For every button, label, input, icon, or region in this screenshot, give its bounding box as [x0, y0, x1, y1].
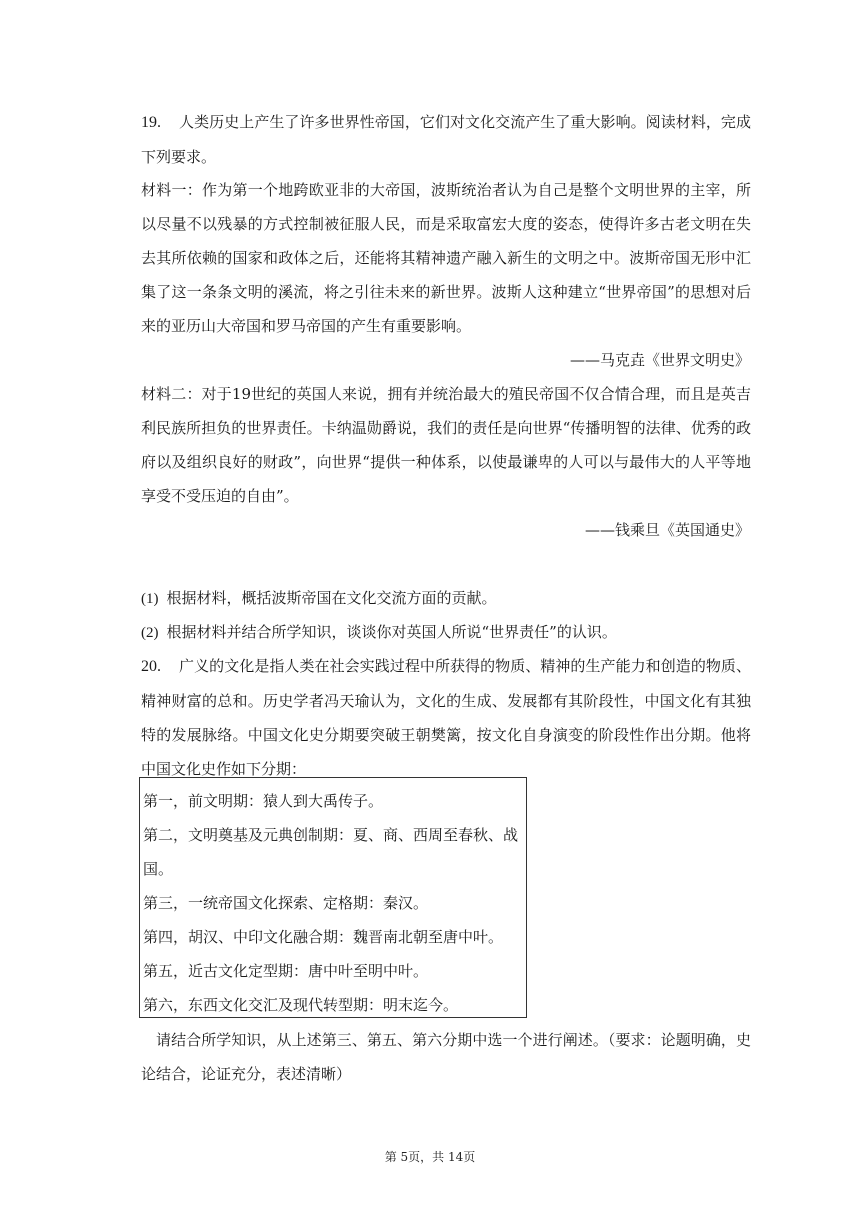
sub-question-2 [141, 615, 751, 650]
question-20-number: 20. [141, 658, 161, 675]
question-20-task: 请结合所学知识，从上述第三、第五、第六分期中选一个进行阐述。（要求：论题明确，史论结合，论证充分，表述清晰） [141, 1031, 751, 1083]
question-20-stem [141, 649, 751, 786]
period-item: 第一，前文明期：猿人到大禹传子。 [143, 792, 384, 810]
sub-question-1-text: 根据材料，概括波斯帝国在文化交流方面的贡献。 [166, 589, 497, 607]
periodization-box [139, 777, 527, 1018]
page-footer: 第 5页，共 14页 [384, 1150, 476, 1164]
material-2: 材料二：对于19世纪的英国人来说，拥有并统治最大的殖民帝国不仅合情合理，而且是英吉利民族所担负的世界责任。卡纳温勋爵说，我们的责任是向世界“传播明智的法律、优秀的政府以及组织良好的财政”，向世界“提供一种体系，以使最谦卑的人可以与最伟大的人平等地享受不受压迫的自由”。 [141, 385, 751, 505]
question-20-text: 广义的文化是指人类在社会实践过程中所获得的物质、精神的生产能力和创造的物质、精神财富的总和。历史学者冯天瑜认为，文化的生成、发展都有其阶段性，中国文化有其独特的发展脉络。中国文化史分期要突破王朝樊篱，按文化自身演变的阶段性作出分期。他将中国文化史作如下分期： [141, 657, 751, 778]
period-item: 第四，胡汉、中印文化融合期：魏晋南北朝至唐中叶。 [143, 928, 504, 946]
question-19-text: 人类历史上产生了许多世界性帝国，它们对文化交流产生了重大影响。阅读材料，完成下列要求。 [141, 113, 751, 166]
sub-question-1-mark: (1) [141, 591, 159, 607]
question-19-number: 19. [141, 114, 161, 131]
material-2-source: ——钱乘旦《英国通史》 [584, 521, 750, 539]
question-19-stem [141, 105, 751, 174]
period-item: 第五，近古文化定型期：唐中叶至明中叶。 [143, 962, 429, 980]
period-item: 第三，一统帝国文化探索、定格期：秦汉。 [143, 894, 429, 912]
period-item: 第六，东西文化交汇及现代转型期：明末迄今。 [143, 996, 459, 1014]
sub-question-2-mark: (2) [141, 625, 159, 641]
sub-question-2-text: 根据材料并结合所学知识，谈谈你对英国人所说“世界责任”的认识。 [166, 623, 617, 641]
sub-question-1 [141, 581, 751, 616]
period-item: 第二，文明奠基及元典创制期：夏、商、西周至春秋、战国。 [143, 826, 519, 878]
material-1: 材料一：作为第一个地跨欧亚非的大帝国，波斯统治者认为自己是整个文明世界的主宰，所以尽量不以残暴的方式控制被征服人民，而是采取富宏大度的姿态，使得许多古老文明在失去其所依赖的国家和政体之后，还能将其精神遗产融入新生的文明之中。波斯帝国无形中汇集了这一条条文明的溪流，将之引往未来的新世界。波斯人这种建立“世界帝国”的思想对后来的亚历山大帝国和罗马帝国的产生有重要影响。 [141, 181, 751, 335]
material-1-source: ——马克垚《世界文明史》 [569, 351, 750, 369]
